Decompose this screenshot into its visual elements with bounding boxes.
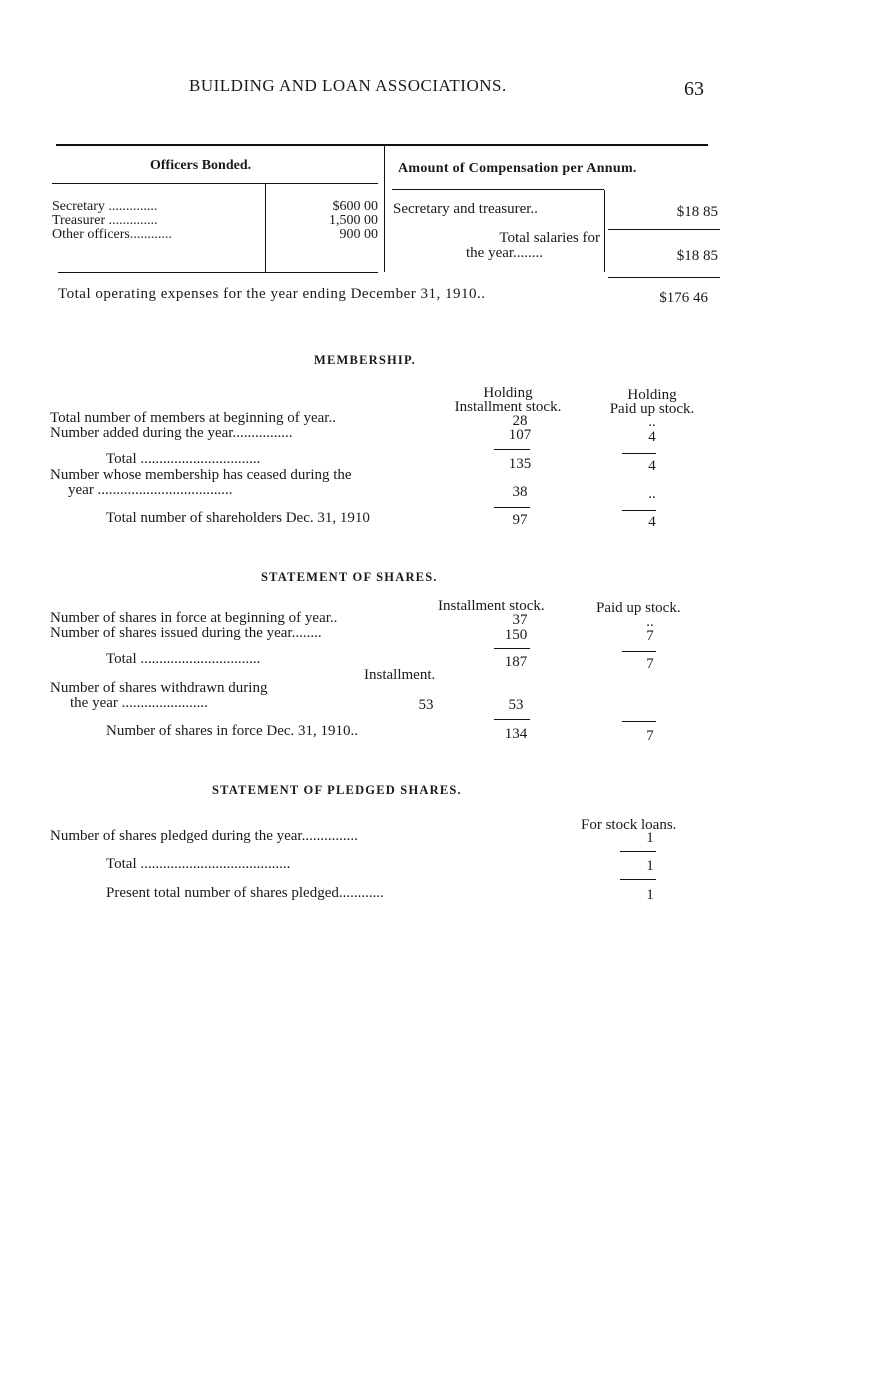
membership-row-c2: .. [648, 414, 656, 430]
label-line: year .................................... [68, 482, 233, 498]
bonded-labels [52, 200, 172, 242]
right-bottom-rule [608, 277, 720, 278]
left-bottom-rule [58, 272, 378, 273]
shares-row-c2: 7 [646, 656, 654, 672]
sum-rule [494, 719, 530, 720]
operating-expenses-amount: $176 46 [659, 290, 708, 306]
membership-row-c2: 4 [648, 429, 656, 445]
shares-row-c2: .. [646, 614, 654, 630]
sum-rule [622, 721, 656, 722]
pledged-row-value: 1 [646, 830, 654, 846]
sum-rule [494, 648, 530, 649]
shares-row-label: Number of shares in force at beginning of year.. [50, 610, 338, 626]
comp-label-total: Total salaries for [499, 230, 600, 246]
shares-col1-header: Installment stock. [438, 598, 545, 614]
shares-row-c1: 187 [504, 654, 528, 670]
membership-col2-header [594, 388, 710, 416]
shares-sub-col-header: Installment. [364, 667, 436, 683]
membership-row-label: Number added during the year................ [50, 425, 293, 441]
officers-bonded-heading: Officers Bonded. [150, 158, 252, 173]
membership-row-label: Total number of members at beginning of year.. [50, 410, 336, 426]
pledged-col-header: For stock loans. [581, 817, 677, 833]
pledged-row-label: Number of shares pledged during the year............... [50, 828, 358, 844]
shares-row-label: Number of shares in force Dec. 31, 1910.. [106, 723, 359, 739]
shares-title: STATEMENT OF SHARES. [261, 570, 438, 584]
col-header-line: Paid up stock. [609, 401, 695, 417]
label-line: Number of shares withdrawn during [50, 680, 268, 696]
page-number: 63 [684, 78, 704, 100]
running-title: BUILDING AND LOAN ASSOCIATIONS. [189, 76, 507, 95]
shares-row-c1: 134 [504, 726, 528, 742]
comp-amount: $18 85 [676, 204, 718, 220]
sum-rule [622, 510, 656, 511]
comp-amount-rule [604, 190, 605, 272]
bonded-amount: $600 00 [332, 199, 378, 214]
sum-rule [622, 651, 656, 652]
membership-row-label: Total ................................ [106, 451, 261, 467]
table-top-rule [56, 144, 708, 146]
sum-rule [620, 879, 656, 880]
label-line: the year ....................... [70, 695, 208, 711]
table-center-rule [384, 145, 385, 272]
membership-row-c2: 4 [648, 458, 656, 474]
bonded-amount-rule [265, 184, 266, 272]
membership-row-c2: 4 [648, 514, 656, 530]
membership-row-c1: 107 [508, 427, 532, 443]
shares-col2-header: Paid up stock. [596, 600, 681, 616]
bonded-label: Secretary .............. [52, 199, 158, 214]
sum-rule [494, 507, 530, 508]
pledged-row-value: 1 [646, 858, 654, 874]
bonded-label: Other officers............ [52, 227, 172, 242]
shares-row-label [50, 681, 267, 711]
sum-rule [620, 851, 656, 852]
membership-title: MEMBERSHIP. [314, 353, 416, 367]
membership-row-c1: 38 [512, 484, 528, 500]
pledged-row-value: 1 [646, 887, 654, 903]
membership-row-label: Total number of shareholders Dec. 31, 1910 [106, 510, 370, 526]
right-header-rule [392, 189, 604, 190]
shares-row-label: Number of shares issued during the year........ [50, 625, 322, 641]
pledged-row-label: Total ........................................ [106, 856, 291, 872]
bonded-label: Treasurer .............. [52, 213, 158, 228]
membership-col1-header [436, 386, 580, 414]
operating-expenses-label: Total operating expenses for the year ending December 31, 1910.. [58, 286, 486, 302]
sum-rule [622, 453, 656, 454]
shares-row-sub: 53 [418, 697, 434, 713]
comp-label: Secretary and treasurer.. [393, 201, 538, 217]
comp-label-total-line2: the year........ [466, 245, 544, 261]
shares-row-c2: 7 [646, 728, 654, 744]
bonded-amount: 900 00 [339, 227, 378, 242]
membership-row-label [50, 468, 352, 498]
membership-row-c1: 135 [508, 456, 532, 472]
bonded-amounts [280, 200, 378, 242]
comp-amount-rule-mid [608, 229, 720, 230]
shares-row-c2: 7 [646, 628, 654, 644]
bonded-amount: 1,500 00 [329, 213, 378, 228]
col-header-line: Holding [627, 387, 677, 403]
membership-row-c1: 28 [512, 413, 528, 429]
label-line: Number whose membership has ceased during the [50, 467, 352, 483]
membership-row-c2: .. [648, 486, 656, 502]
shares-row-c1: 53 [508, 697, 524, 713]
shares-row-label: Total ................................ [106, 651, 261, 667]
shares-row-c1: 37 [512, 612, 528, 628]
pledged-row-label: Present total number of shares pledged............ [106, 885, 384, 901]
membership-row-c1: 97 [512, 512, 528, 528]
shares-row-c1: 150 [504, 627, 528, 643]
col-header-line: Installment stock. [454, 399, 562, 415]
sum-rule [494, 449, 530, 450]
compensation-heading: Amount of Compensation per Annum. [398, 161, 637, 176]
comp-amount-total: $18 85 [676, 248, 718, 264]
pledged-title: STATEMENT OF PLEDGED SHARES. [212, 783, 462, 797]
left-header-rule [52, 183, 378, 184]
col-header-line: Holding [483, 385, 533, 401]
